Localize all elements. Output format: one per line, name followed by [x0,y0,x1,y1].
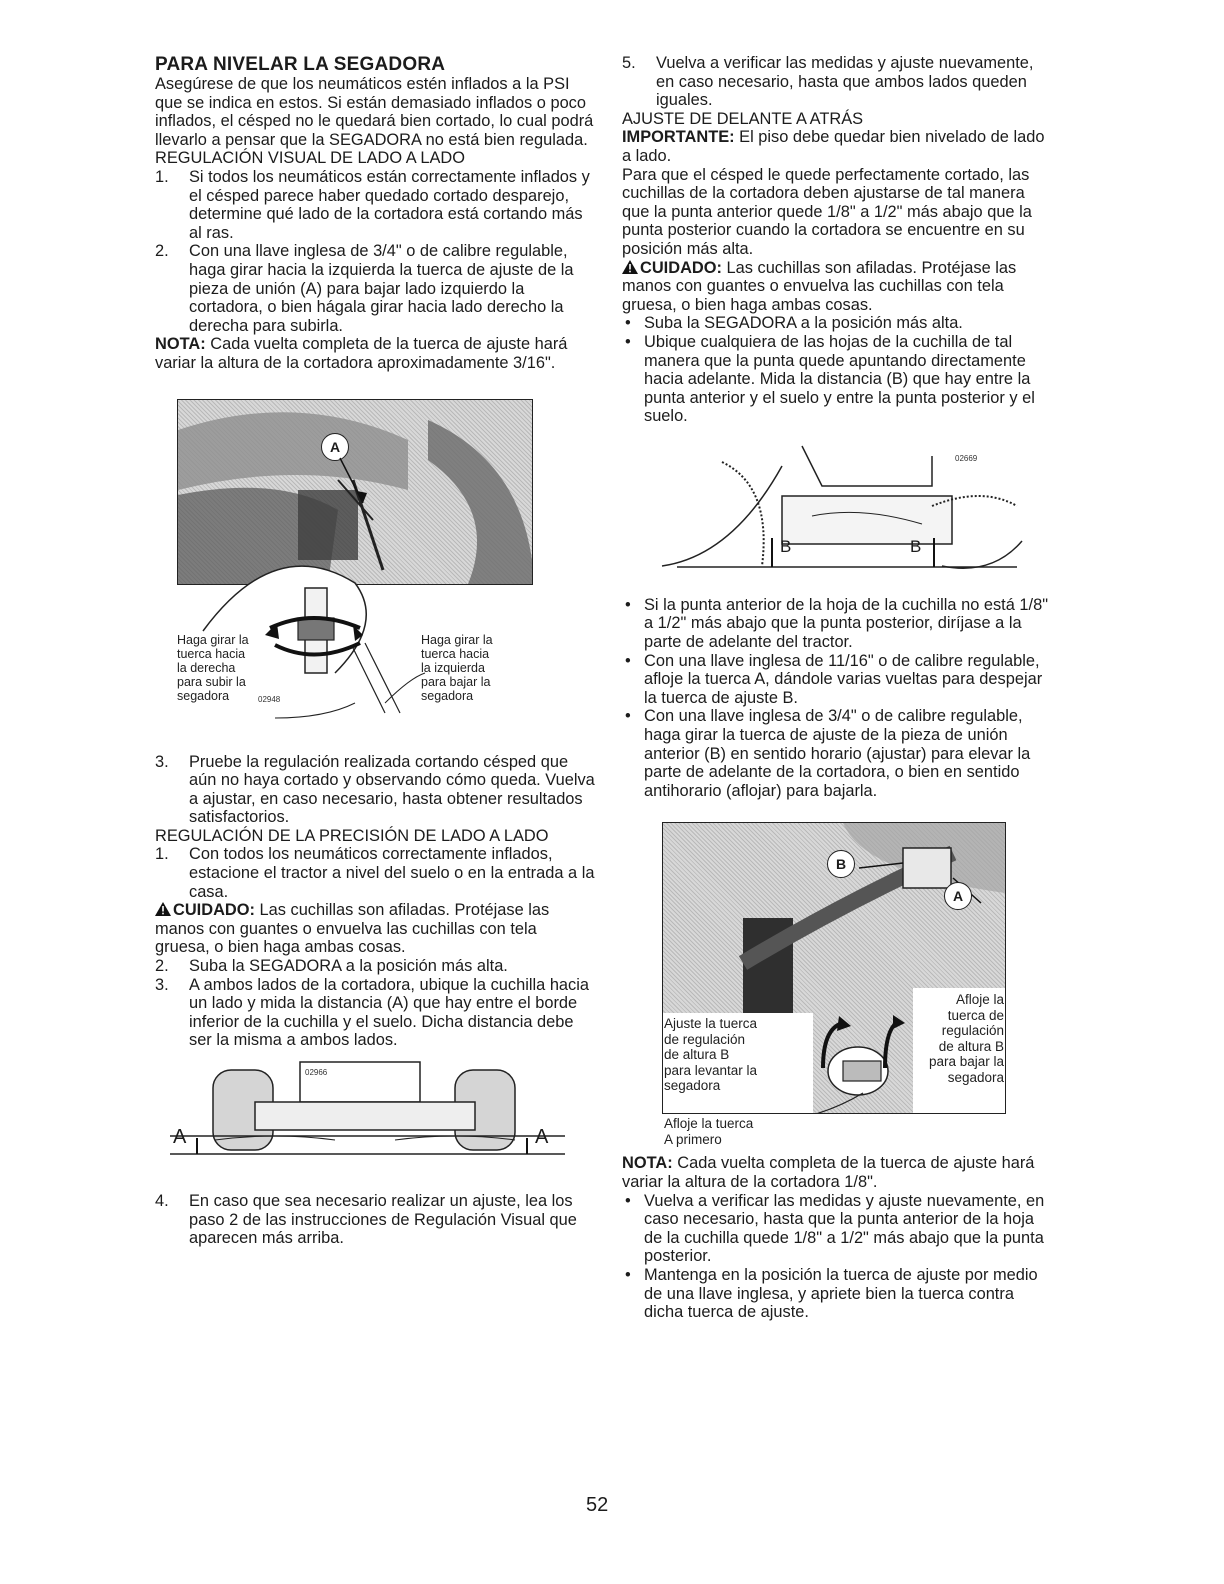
right-column [622,54,1054,1322]
label-loosen-nut-a-first: Afloje la tuerca A primero [664,1116,754,1147]
figure-height-nut [622,800,1054,1154]
tractor-side-view-icon [622,426,1054,586]
step-3: 3. Pruebe la regulación realizada cortando césped que aún no haya cortado y observando cómo queda. Vuelva a ajustar, en caso necesario, hasta obtener resultados satisfactorios. [155,752,595,827]
warning-icon [622,260,638,274]
bullet-item: • Si la punta anterior de la hoja de la cuchilla no está 1/8" a 1/2" más abajo que la punta posterior, diríjase a la parte de adelante del tractor. [625,595,1049,652]
precision-heading: REGULACIÓN DE LA PRECISIÓN DE LADO A LADO [155,826,549,845]
label-turn-right: Haga girar la tuerca hacia la derecha para subir la segadora [177,632,249,703]
page-number: 52 [586,1494,609,1516]
nota-paragraph: NOTA: Cada vuelta completa de la tuerca de ajuste hará variar la altura de la cortadora 1/8". [622,1154,1035,1191]
nota-paragraph: NOTA: Cada vuelta completa de la tuerca de ajuste hará variar la altura de la cortadora aproximadamente 3/16". [155,335,568,372]
callout-b: B [827,850,855,878]
step-5: 5. Vuelva a verificar las medidas y ajuste nuevamente, en caso necesario, hasta que ambos lados queden iguales. [622,54,1034,110]
figure-code: 02966 [305,1068,328,1077]
bullet-item: • Ubique cualquiera de las hojas de la cuchilla de tal manera que la punta quede apuntando directamente hacia adelante. Mida la distancia (B) que hay entre la punta anterior y el suelo y entre la punta posterior y el suelo. [625,332,1035,426]
label-a-left: A [173,1126,187,1148]
front-back-heading: AJUSTE DE DELANTE A ATRÁS [622,109,864,128]
left-column [155,54,595,1248]
bullet-item: • Suba la SEGADORA a la posición más alta. [625,314,963,333]
figure-nut-adjustment [155,373,595,733]
figure-code: 02948 [258,694,281,704]
bullet-item: • Vuelva a verificar las medidas y ajuste nuevamente, en caso necesario, hasta que la punta anterior de la hoja de la cuchilla quede 1/8" a 1/2" más abajo que la punta posterior. [625,1191,1045,1266]
label-b-rear: B [910,536,922,556]
mower-rear-view-icon [155,1050,595,1182]
visual-heading: REGULACIÓN VISUAL DE LADO A LADO [155,149,466,168]
precision-step-3: 3. A ambos lados de la cortadora, ubique la cuchilla hacia un lado y mida la distancia (A) que hay entre el borde inferior de la cuchilla y el suelo. Dicha distancia debe ser la misma a ambos lados. [155,975,590,1050]
callout-a: A [944,882,972,910]
visual-step-1: 1. Si todos los neumáticos están correctamente inflados y el césped parece haber quedado cortado desparejo, determine qué lado de la cortadora está cortando más al ras. [155,167,590,242]
caution-paragraph: CUIDADO: Las cuchillas son afiladas. Protéjase las manos con guantes o envuelva las cuchillas con tela gruesa, o bien haga ambas cosas. [622,258,1017,314]
warning-icon [155,902,171,916]
label-tighten-height-nut: Ajuste la tuerca de regulación de altura B para levantar la segadora [664,1016,758,1094]
label-b-front: B [780,536,792,556]
bullet-item: • Con una llave inglesa de 11/16" o de calibre regulable, afloje la tuerca A, dándole varias vueltas para despejar la tuerca de ajuste B. [625,651,1043,707]
step-4: 4. En caso que sea necesario realizar un ajuste, lea los paso 2 de las instrucciones de Regulación Visual que aparecen más arriba. [155,1192,577,1248]
label-loosen-height-nut: Afloje la tuerca de regulación de altura B para bajar la segadora [928,992,1004,1085]
callout-a: A [321,433,349,461]
precision-step-1: 1. Con todos los neumáticos correctamente inflados, estacione el tractor a nivel del suelo o en la entrada a la casa. [155,845,595,901]
figure-side-measurement [155,1050,595,1182]
blade-paragraph: Para que el césped le quede perfectamente cortado, las cuchillas de la cortadora deben ajustarse de tal manera que la punta anterior quede 1/8" a 1/2" más abajo que la punta posterior cuando la cortadora se encuentre en su posición más alta. [622,165,1032,258]
section-title: PARA NIVELAR LA SEGADORA [155,54,446,75]
caution-paragraph: CUIDADO: Las cuchillas son afiladas. Protéjase las manos con guantes o envuelva las cuchillas con tela gruesa, o bien haga ambas cosas. [155,901,550,957]
figure-code: 02669 [955,453,978,463]
label-a-right: A [535,1126,549,1148]
important-paragraph: IMPORTANTE: El piso debe quedar bien nivelado de lado a lado. [622,128,1045,165]
figure-front-back-measurement [622,426,1054,586]
intro-paragraph: Asegúrese de que los neumáticos estén inflados a la PSI que se indica en estos. Si están demasiado inflados o poco inflados, el césped no le quedará bien cortado, lo cual podrá llevarlo a pensar que la SEGADORA no está bien regulada. [155,75,594,149]
bullet-item: • Mantenga en la posición la tuerca de ajuste por medio de una llave inglesa, y apriete bien la tuerca contra dicha tuerca de ajuste. [625,1265,1038,1322]
precision-step-2: 2. Suba la SEGADORA a la posición más alta. [155,957,508,976]
bullet-item: • Con una llave inglesa de 3/4" o de calibre regulable, haga girar la tuerca de ajuste de la pieza de unión anterior (B) en sentido horario (ajustar) para elevar la parte de adelante de la cortadora, o bien en sentido antihorario (aflojar) para bajarla. [625,707,1031,800]
visual-step-2: 2. Con una llave inglesa de 3/4" o de calibre regulable, haga girar hacia la izquierda la tuerca de ajuste de la pieza de unión (A) para bajar lado izquierdo la cortadora, o bien hágala girar hacia lado derecho la derecha para subirla. [155,242,574,335]
label-turn-left: Haga girar la tuerca hacia la izquierda para bajar la segadora [421,632,493,703]
